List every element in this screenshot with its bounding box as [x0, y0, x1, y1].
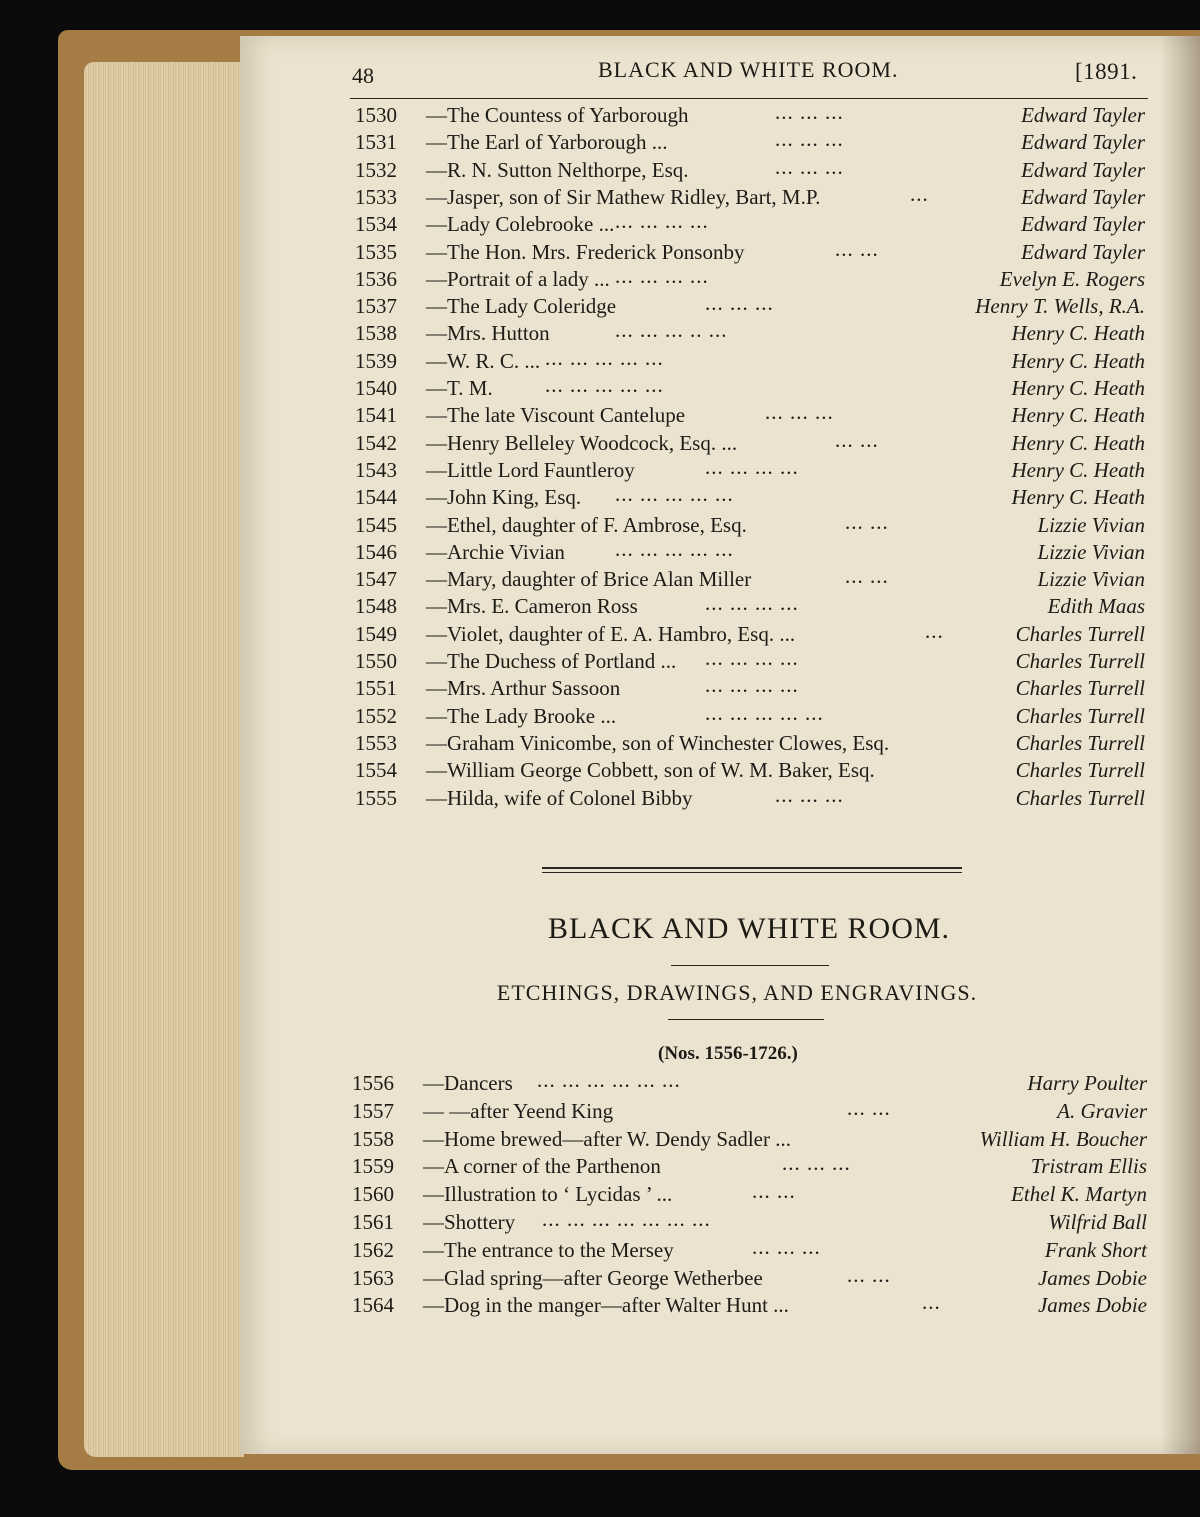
entry-title: —The Countess of Yarborough [426, 103, 689, 127]
entry-artist: Edward Tayler [1021, 157, 1145, 182]
leader-dots: ... ... ... ... ... [615, 482, 734, 507]
leader-dots: ... ... ... ... ... ... [537, 1068, 681, 1092]
entry-number: 1530 [355, 103, 397, 127]
leader-dots: ... ... [847, 1262, 891, 1287]
entry-title: —Little Lord Fauntleroy [426, 457, 635, 482]
catalogue-entry [352, 1209, 1147, 1236]
leader-dots: ... ... ... ... [705, 673, 799, 698]
leader-dots: ... ... ... [705, 291, 774, 316]
catalogue-entry [355, 509, 1145, 539]
entry-number: 1546 [355, 539, 397, 564]
section-divider-thin [542, 872, 962, 873]
entry-artist: Frank Short [1044, 1237, 1147, 1262]
leader-dots: ... ... ... ... ... [615, 536, 734, 561]
entry-title: —Jasper, son of Sir Mathew Ridley, Bart, M.P. [426, 184, 821, 209]
entry-title: —W. R. C. ... [426, 348, 541, 373]
entry-title: —Mrs. E. Cameron Ross [426, 594, 638, 619]
leader-dots: ... ... [845, 509, 889, 534]
section-subtitle-rule [668, 1019, 824, 1020]
leader-dots: ... ... [835, 236, 879, 261]
entry-title: —Mary, daughter of Brice Alan Miller [426, 567, 752, 592]
catalogue-entry [355, 782, 1145, 812]
entry-artist: Charles Turrell [1015, 730, 1145, 755]
entry-number: 1554 [355, 758, 397, 783]
catalogue-entry [355, 236, 1145, 266]
entry-title: — —after Yeend King [423, 1098, 614, 1123]
entry-number: 1563 [352, 1265, 394, 1290]
entry-number: 1538 [355, 321, 397, 346]
entry-artist: Charles Turrell [1015, 758, 1145, 783]
leader-dots: ... ... ... [765, 400, 834, 425]
entry-title: —The Hon. Mrs. Frederick Ponsonby [426, 239, 745, 264]
leader-dots: ... ... [835, 427, 879, 452]
catalogue-entry [352, 1070, 1147, 1097]
entry-title: —The entrance to the Mersey [423, 1237, 674, 1262]
leader-dots: ... ... ... [782, 1151, 851, 1176]
entry-number: 1555 [355, 785, 397, 810]
catalogue-entry [355, 566, 1145, 593]
entry-artist: Henry C. Heath [1011, 403, 1145, 428]
catalogue-entry [355, 345, 1145, 375]
leader-dots: ... ... ... [775, 154, 844, 179]
entry-artist: Charles Turrell [1015, 785, 1145, 810]
entry-title: —The Lady Coleridge [426, 294, 617, 319]
leader-dots: ... [925, 618, 944, 643]
entry-artist: Henry C. Heath [1011, 348, 1145, 373]
entry-title: —Violet, daughter of E. A. Hambro, Esq. ... [426, 621, 796, 646]
catalogue-entry [355, 102, 1145, 129]
entry-number: 1543 [355, 457, 397, 482]
entry-artist: Edith Maas [1047, 594, 1145, 619]
leader-dots: ... ... ... ... ... [545, 373, 664, 397]
entry-number: 1556 [352, 1071, 394, 1095]
catalogue-entry [352, 1262, 1147, 1292]
entry-number: 1533 [355, 184, 397, 209]
entry-number: 1553 [355, 730, 397, 755]
entry-artist: A. Gravier [1057, 1098, 1147, 1123]
catalogue-entry [355, 375, 1145, 402]
entry-title: —The Duchess of Portland ... [426, 649, 677, 673]
entry-number: 1547 [355, 567, 397, 592]
catalogue-entry [352, 1292, 1147, 1319]
entry-number: 1534 [355, 212, 397, 237]
entry-title: —Home brewed—after W. Dendy Sadler ... [423, 1126, 791, 1151]
entry-number: 1548 [355, 594, 397, 619]
catalogue-entry [355, 757, 1145, 784]
entry-title: —Ethel, daughter of F. Ambrose, Esq. [426, 512, 747, 537]
entry-artist: Tristram Ellis [1030, 1154, 1147, 1179]
entry-number: 1536 [355, 266, 397, 291]
leader-dots: ... ... ... ... [615, 263, 709, 288]
entry-artist: Lizzie Vivian [1037, 512, 1145, 537]
entry-number: 1550 [355, 649, 397, 673]
entry-artist: William H. Boucher [979, 1126, 1147, 1151]
entry-artist: James Dobie [1037, 1265, 1147, 1290]
catalogue-entry [355, 484, 1145, 511]
entry-number: 1539 [355, 348, 397, 373]
entry-artist: Lizzie Vivian [1037, 567, 1145, 592]
entry-number: 1545 [355, 512, 397, 537]
entry-artist: Edward Tayler [1021, 184, 1145, 209]
entry-title: —Dancers [423, 1071, 513, 1095]
catalogue-entry [355, 129, 1145, 156]
entry-artist: Wilfrid Ball [1048, 1210, 1147, 1234]
leader-dots: ... ... ... ... [705, 454, 799, 479]
catalogue-entry [352, 1095, 1147, 1125]
entry-artist: Edward Tayler [1021, 103, 1145, 127]
entry-artist: James Dobie [1037, 1293, 1147, 1318]
leader-dots: ... ... ... .. ... [615, 318, 728, 343]
entry-title: —Mrs. Arthur Sassoon [426, 676, 621, 701]
leader-dots: ... ... ... ... [615, 209, 709, 234]
entry-number: 1540 [355, 376, 397, 400]
catalogue-entry [355, 427, 1145, 457]
entry-title: —The Earl of Yarborough ... [426, 130, 668, 155]
leader-dots: ... ... [845, 564, 889, 589]
entry-number: 1544 [355, 485, 397, 510]
leader-dots: ... ... [752, 1179, 796, 1204]
entry-artist: Charles Turrell [1015, 676, 1145, 701]
entry-number: 1549 [355, 621, 397, 646]
catalogue-entry [355, 536, 1145, 566]
catalogue-entry [352, 1181, 1147, 1208]
entry-number: 1542 [355, 430, 397, 455]
entry-artist: Evelyn E. Rogers [999, 266, 1145, 291]
entry-number: 1551 [355, 676, 397, 701]
leader-dots: ... [910, 181, 929, 206]
entry-title: —John King, Esq. [426, 485, 582, 510]
entry-artist: Henry C. Heath [1011, 376, 1145, 400]
entry-number: 1541 [355, 403, 397, 428]
entry-artist: Henry C. Heath [1011, 321, 1145, 346]
year-label: [1891. [1075, 59, 1138, 84]
entry-artist: Henry C. Heath [1011, 430, 1145, 455]
entry-title: —R. N. Sutton Nelthorpe, Esq. [426, 157, 689, 182]
entry-title: —Glad spring—after George Wetherbee [423, 1265, 763, 1290]
entry-artist: Charles Turrell [1015, 621, 1145, 646]
entry-number: 1558 [352, 1126, 394, 1151]
entry-artist: Henry C. Heath [1011, 485, 1145, 510]
section-title-rule [671, 965, 829, 966]
catalogue-entry [355, 675, 1145, 702]
entry-title: —William George Cobbett, son of W. M. Baker, Esq. [426, 758, 875, 783]
entry-artist: Edward Tayler [1021, 239, 1145, 264]
section-divider [542, 867, 962, 869]
catalogue-entry [355, 154, 1145, 184]
entry-title: —Henry Belleley Woodcock, Esq. ... [426, 430, 738, 455]
entry-title: —Shottery [423, 1210, 516, 1234]
entry-number: 1552 [355, 703, 397, 728]
entry-title: —The late Viscount Cantelupe [426, 403, 686, 428]
catalogue-entry [355, 648, 1145, 675]
entry-artist: Henry T. Wells, R.A. [975, 294, 1145, 319]
entry-number: 1562 [352, 1237, 394, 1262]
catalogue-entry [355, 730, 1145, 757]
catalogue-entry [355, 293, 1145, 320]
catalogue-entry [355, 181, 1145, 211]
leader-dots: ... ... ... [775, 100, 844, 124]
catalogue-entry [355, 402, 1145, 429]
entry-artist: Charles Turrell [1015, 649, 1145, 673]
leader-dots: ... ... ... ... [705, 591, 799, 616]
entry-artist: Edward Tayler [1021, 212, 1145, 237]
entry-number: 1564 [352, 1293, 394, 1318]
entry-artist: Henry C. Heath [1011, 457, 1145, 482]
page-number: 48 [352, 63, 374, 88]
leader-dots: ... ... ... ... ... [705, 700, 824, 725]
catalogue-entry [355, 263, 1145, 293]
leader-dots: ... ... ... [775, 127, 844, 152]
leader-dots: ... ... ... [752, 1234, 821, 1259]
entry-title: —Portrait of a lady ... [426, 266, 610, 291]
running-header [0, 55, 1200, 95]
section-number-range: (Nos. 1556-1726.) [658, 1043, 798, 1064]
leader-dots: ... [922, 1290, 941, 1315]
section-subtitle: ETCHINGS, DRAWINGS, AND ENGRAVINGS. [496, 980, 978, 1005]
catalogue-entry [355, 618, 1145, 648]
entry-artist: Harry Poulter [1027, 1071, 1147, 1095]
leader-dots: ... ... [847, 1095, 891, 1120]
catalogue-entry [352, 1153, 1147, 1180]
entry-title: —Archie Vivian [426, 539, 565, 564]
entry-number: 1532 [355, 157, 397, 182]
catalogue-entry [355, 320, 1145, 347]
leader-dots: ... ... ... ... [705, 646, 799, 670]
leader-dots: ... ... ... ... ... [545, 345, 664, 370]
leader-dots: ... ... ... [775, 782, 844, 807]
entry-artist: Lizzie Vivian [1037, 539, 1145, 564]
catalogue-entry [355, 454, 1145, 484]
entry-title: —Lady Colebrooke ... [426, 212, 615, 237]
entry-artist: Charles Turrell [1015, 703, 1145, 728]
entry-number: 1537 [355, 294, 397, 319]
catalogue-entry [352, 1234, 1147, 1264]
entry-number: 1531 [355, 130, 397, 155]
entry-title: —Hilda, wife of Colonel Bibby [426, 785, 693, 810]
section-title: BLACK AND WHITE ROOM. [547, 912, 951, 945]
header-rule [350, 98, 1148, 99]
book-gutter [1160, 36, 1200, 1454]
entry-title: —A corner of the Parthenon [423, 1154, 661, 1179]
leader-dots: ... ... ... ... ... ... ... [542, 1207, 711, 1231]
entry-artist: Edward Tayler [1021, 130, 1145, 155]
entry-number: 1535 [355, 239, 397, 264]
entry-artist: Ethel K. Martyn [1011, 1182, 1147, 1207]
catalogue-entry [355, 593, 1145, 620]
entry-number: 1561 [352, 1210, 394, 1234]
entry-number: 1560 [352, 1182, 394, 1207]
entry-title: —T. M. [426, 376, 493, 400]
entry-number: 1559 [352, 1154, 394, 1179]
entry-title: —Dog in the manger—after Walter Hunt ... [423, 1293, 789, 1318]
entry-title: —Graham Vinicombe, son of Winchester Clowes, Esq. [426, 730, 890, 755]
catalogue-entry [352, 1126, 1147, 1153]
entry-title: —Mrs. Hutton [426, 321, 550, 346]
catalogue-entry [355, 700, 1145, 730]
entry-number: 1557 [352, 1098, 394, 1123]
running-title: BLACK AND WHITE ROOM. [598, 57, 899, 82]
entry-title: —The Lady Brooke ... [426, 703, 617, 728]
entry-title: —Illustration to ‘ Lycidas ’ ... [423, 1182, 673, 1207]
page-edges [84, 62, 244, 1457]
catalogue-entry [355, 211, 1145, 238]
